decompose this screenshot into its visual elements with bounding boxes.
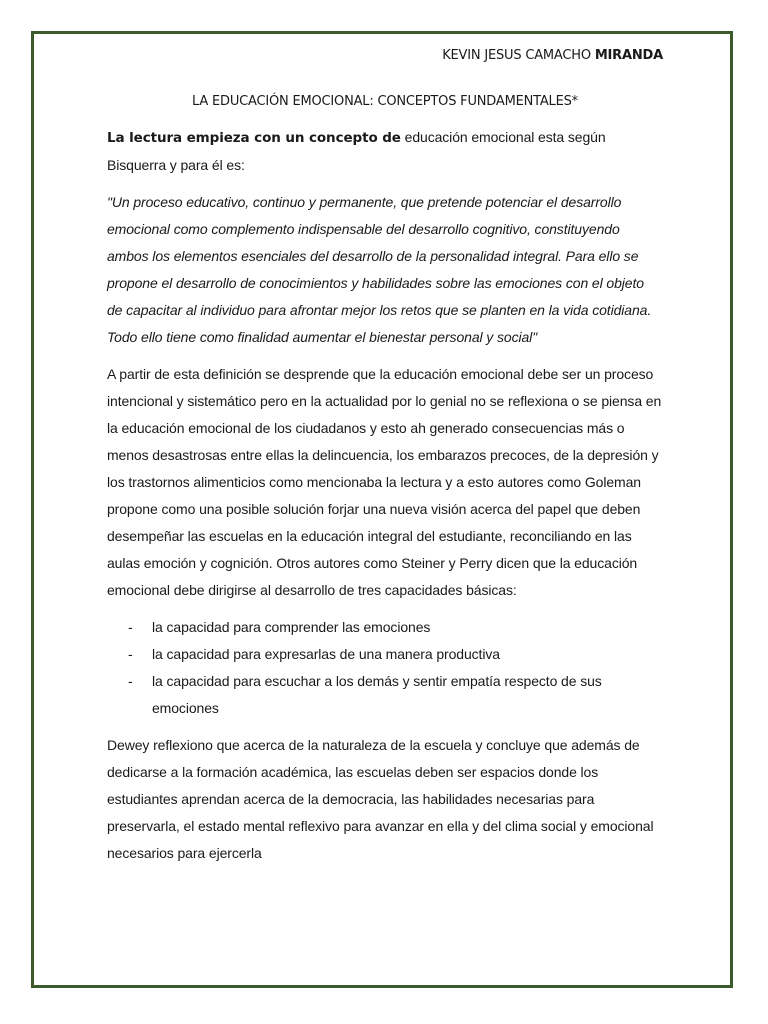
author-first-names: KEVIN JESUS CAMACHO xyxy=(442,48,591,63)
author-surname: MIRANDA xyxy=(594,48,663,63)
list-item xyxy=(107,614,663,641)
capacities-list xyxy=(107,614,663,722)
list-item xyxy=(107,641,663,668)
document-title: LA EDUCACIÓN EMOCIONAL: CONCEPTOS FUNDAMENTALES* xyxy=(192,94,578,109)
intro-paragraph xyxy=(107,124,663,179)
list-item xyxy=(107,668,663,722)
intro-bold-text: La lectura empieza con un concepto de xyxy=(107,130,401,146)
list-dash: - xyxy=(128,619,133,635)
paragraph-2: A partir de esta definición se desprende que la educación emocional debe ser un proceso intencional y sistemático pero en la actualidad por lo genial no se reflexiona o se piensa en la educación emocional de los ciudadanos y esto ah generado consecuencias más o menos desastrosas entre ellas la delincuencia, los embarazos precoces, de la depresión y los trastornos alimenticios como mencionaba la lectura y a esto autores como Goleman propone como una posible solución forjar una nueva visión acerca del papel que deben desempeñar las escuelas en la educación integral del estudiante, reconciliando en las aulas emoción y cognición. Otros autores como Steiner y Perry dicen que la educación emocional debe dirigirse al desarrollo de tres capacidades básicas: xyxy=(107,366,662,598)
document-body xyxy=(107,46,663,877)
author-name xyxy=(107,46,663,66)
list-dash: - xyxy=(128,646,133,662)
list-item-text: la capacidad para comprender las emociones xyxy=(152,619,431,635)
intro-text: educación emocional esta según Bisquerra y para él es: xyxy=(107,129,606,173)
list-item-text: la capacidad para escuchar a los demás y sentir empatía respecto de sus emociones xyxy=(152,673,602,716)
definition-quote: "Un proceso educativo, continuo y permanente, que pretende potenciar el desarrollo emocional como complemento indispensable del desarrollo cognitivo, constituyendo ambos los elementos esenciales del desarrollo de la personalidad integral. Para ello se propone el desarrollo de conocimientos y habilidades sobre las emociones con el objeto de capacitar al individuo para afrontar mejor los retos que se planten en la vida cotidiana. Todo ello tiene como finalidad aumentar el bienestar personal y social" xyxy=(107,194,652,345)
paragraph-3: Dewey reflexiono que acerca de la naturaleza de la escuela y concluye que además de dedicarse a la formación académica, las escuelas deben ser espacios donde los estudiantes aprendan acerca de la democracia, las habilidades necesarias para preservarla, el estado mental reflexivo para avanzar en ella y del clima social y emocional necesarios para ejercerla xyxy=(107,737,654,861)
list-item-text: la capacidad para expresarlas de una manera productiva xyxy=(152,646,500,662)
list-dash: - xyxy=(128,673,133,689)
